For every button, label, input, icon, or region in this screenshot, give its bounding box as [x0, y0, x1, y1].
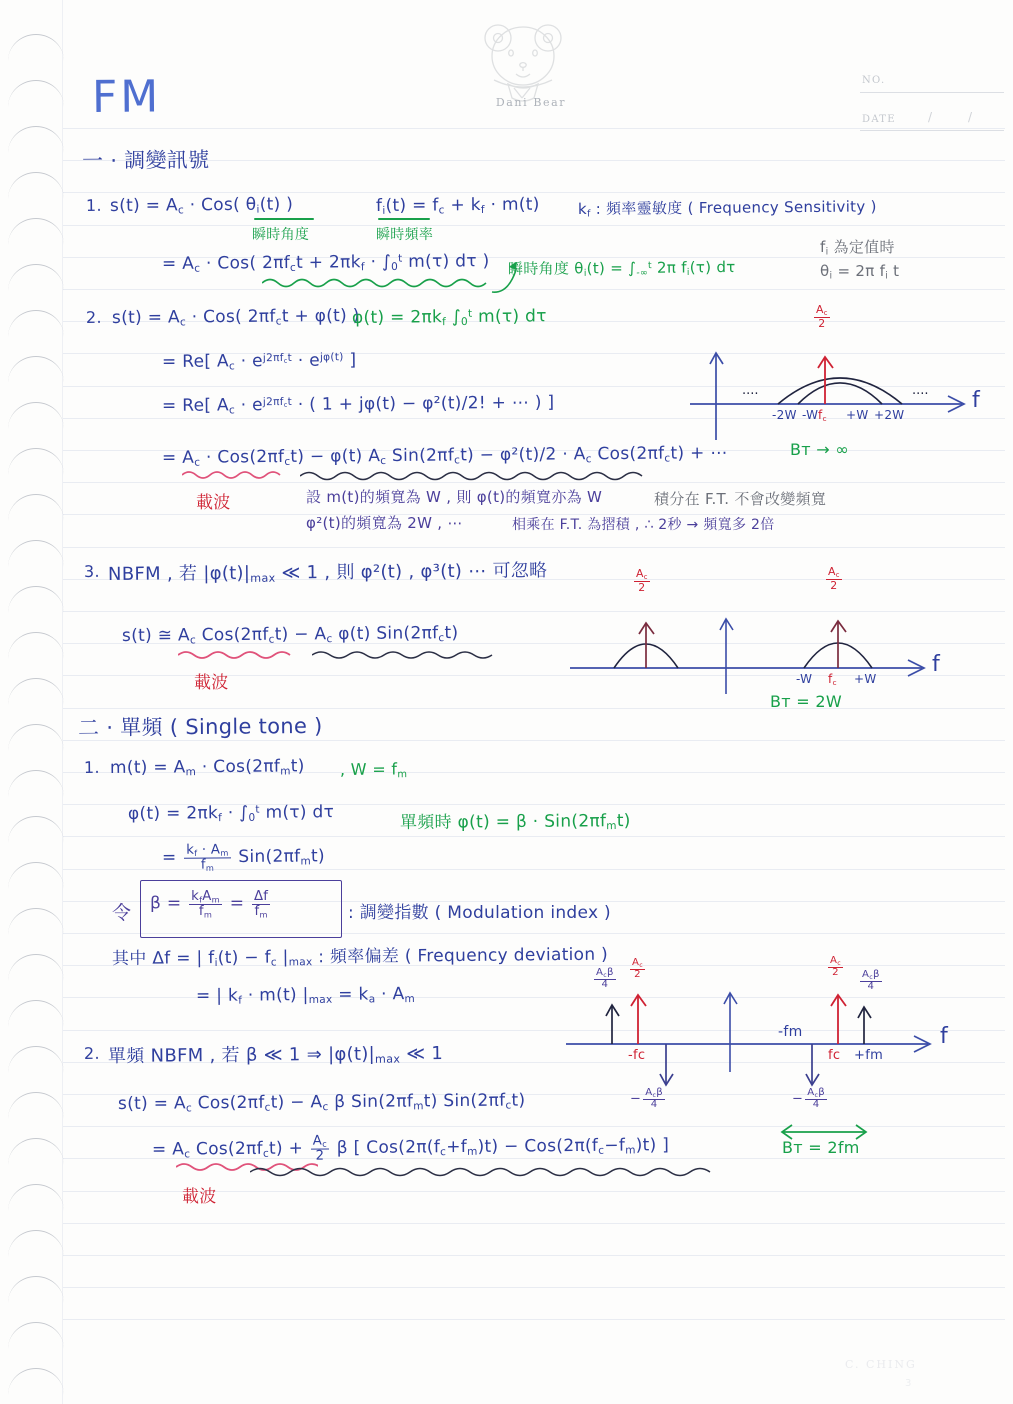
wbfm-axis-label: f [972, 388, 981, 413]
spiral-ring [8, 80, 64, 107]
item1-corner-note-2: $\theta_i = 2\pi$ $f_i$ t [820, 262, 900, 282]
spiral-ring [8, 402, 64, 429]
item3-heading: NBFM , 若 $|\varphi(t)|_{max}$ ≪ 1 , 則 φ²(t) , φ³(t) ⋯ 可忽略 [107, 560, 548, 585]
squiggle-underline-carrier [182, 470, 282, 482]
spiral-ring [8, 1092, 64, 1119]
squiggle-underline-sidebands [300, 470, 646, 484]
underline-fi [378, 218, 430, 220]
nbfm-axis-label: f [932, 652, 941, 677]
item1-label-instant-angle: 瞬時角度 [252, 227, 310, 243]
wbfm-tick-0: -2W [772, 408, 797, 422]
svg-text:····: ···· [742, 387, 759, 402]
item2-line1: $s(t) = A_c \cdot Cos$( $2\pi f_ct + \varphi(t)$ ) [111, 305, 360, 329]
spiral-ring [8, 264, 64, 291]
section1-heading: 一 · 調變訊號 [81, 147, 210, 173]
beta-definition: β = $\frac{k_fA_m}{f_m}$ = $\frac{\Delta f}{f_m}$ [150, 889, 269, 919]
tone-label-neg-acb4-right: − $\frac{A_c\beta}{4}$ [792, 1087, 825, 1111]
spiral-ring [8, 1230, 64, 1257]
item1-kf-note: $k_f$ : 頻率靈敏度 ( Frequency Sensitivity ) [577, 197, 877, 220]
item2-line2: = Re[ $A_c \cdot e^{j2\pi f_ct} \cdot e^{j\varphi(t)}$ ] [161, 350, 357, 373]
spiral-ring [8, 1184, 64, 1211]
rule-line [62, 192, 1005, 193]
nbfm-peak-label-left: $\frac{A_c}{2}$ [636, 567, 648, 594]
spiral-ring [8, 678, 64, 705]
spiral-ring [8, 1046, 64, 1073]
field-no-label: NO. [862, 75, 886, 86]
s2-item1-line3: = $\frac{k_f \cdot A_m}{f_m}$ $Sin(2\pi f_mt)$ [161, 842, 325, 873]
item2-line4: = $A_c \cdot Cos(2\pi f_ct) - \varphi(t)$ $A_c$ $Sin(2\pi f_ct) - \varphi^2(t)/2 \cdot A_c$ $Cos(2\pi f_ct)$ + ⋯ [161, 443, 728, 469]
nbfm-spectrum-diagram [570, 565, 970, 711]
squiggle-underline-sideband-4 [250, 1166, 712, 1180]
rule-line [62, 1287, 1005, 1288]
s2-item2-number: 2. [83, 1043, 100, 1063]
tone-tick-fc: fc [828, 1048, 841, 1063]
spiral-ring [8, 448, 64, 475]
spiral-ring [8, 908, 64, 935]
item2-line3: = Re[ $A_c \cdot e^{j2\pi f_ct}$ · ( 1 + jφ(t) − φ²(t)/2! + ⋯ ) ] [161, 392, 555, 417]
item1-fi-equation: $f_i(t) = f_c + k_f \cdot m(t)$ [375, 194, 540, 217]
item1-expanded-equation: = $A_c \cdot Cos$( $2\pi f_ct + 2\pi k_f \cdot \int_0^t$ m(τ) dτ ) [161, 251, 490, 275]
spiral-ring [8, 172, 64, 199]
wbfm-tick-2: $f_c$ [818, 408, 827, 424]
squiggle-underline-sideband-3 [312, 650, 502, 662]
item2-note-line1: 設 m(t)的頻寬為 W , 則 φ(t)的頻寬亦為 W [306, 488, 603, 506]
spiral-ring [8, 1322, 64, 1349]
spiral-ring [8, 1000, 64, 1027]
wbfm-bandwidth-note: Bᴛ → ∞ [790, 440, 850, 459]
beta-prefix: 令 [112, 902, 132, 924]
item2-note-line3: 相乘在 F.T. 為摺積 , ∴ 2秒 → 頻寬多 2倍 [512, 517, 775, 533]
s2-item1-number: 1. [83, 757, 100, 777]
tone-spectrum-diagram [566, 955, 976, 1166]
item2-phi-definition: $\varphi(t) = 2\pi k_f$ $\int_0^t$ m(τ) dτ [351, 306, 547, 329]
spiral-ring [8, 862, 64, 889]
spiral-ring [8, 770, 64, 797]
author-watermark: C. CHING [845, 1358, 917, 1371]
spiral-ring [8, 632, 64, 659]
rule-line [62, 1223, 1005, 1224]
tone-label-ac2-left: $\frac{A_c}{2}$ [632, 957, 643, 981]
s2-item1-W-equals-fm: , $W = f_m$ [339, 759, 408, 781]
nbfm-tick-2: +W [854, 672, 877, 686]
s2-item1-line2: $\varphi(t) = 2\pi k_f \cdot \int_0^t$ m(τ) dτ [127, 802, 335, 825]
svg-text:····: ···· [912, 387, 929, 402]
spiral-ring [8, 954, 64, 981]
rule-line [62, 836, 1005, 837]
wbfm-tick-3: +W [846, 408, 869, 422]
tone-tick-neg-fm: -fm [778, 1024, 803, 1040]
nbfm-tick-1: $f_c$ [828, 672, 837, 688]
spiral-ring [8, 310, 64, 337]
item3-equation: s(t) ≅ $A_c$ $Cos(2\pi f_ct) - A_c$ φ(t) $Sin(2\pi f_ct)$ [121, 623, 459, 647]
tone-bandwidth-note: Bᴛ = 2fm [782, 1138, 860, 1157]
tone-tick-neg-fc: -fc [628, 1048, 646, 1063]
wbfm-tick-1: -W [802, 408, 819, 422]
rule-line [62, 289, 1005, 290]
spiral-ring [8, 494, 64, 521]
squiggle-underline-green [262, 277, 502, 303]
tone-axis-label: f [940, 1024, 949, 1049]
tone-label-acb4-right: $\frac{A_c\beta}{4}$ [862, 969, 880, 993]
item1-main-equation: $s(t) = A_c \cdot Cos$( $\theta_i(t)$ ) [109, 194, 294, 217]
item3-number: 3. [83, 561, 100, 581]
date-slash-1: / [928, 110, 933, 124]
squiggle-underline-carrier-3 [178, 650, 300, 662]
wbfm-spectrum-diagram [690, 303, 1010, 472]
wbfm-tick-4: +2W [874, 408, 905, 422]
field-date-label: DATE [862, 114, 896, 125]
s2-item2-line1: $s(t) = A_c$ $Cos(2\pi f_ct) - A_c$ β $Sin(2\pi f_mt)$ $Sin(2\pi f_ct)$ [117, 1090, 526, 1115]
rule-line [62, 1255, 1005, 1256]
rule-line [62, 547, 1005, 548]
s2-item2-heading: 單頻 NBFM , 若 β ≪ 1 ⇒ $|\varphi(t)|_{max}$ ≪ 1 [107, 1043, 444, 1067]
item1-number: 1. [85, 195, 102, 215]
spiral-ring [8, 34, 64, 61]
page-number: 3 [905, 1378, 912, 1389]
nbfm-bandwidth-note: Bᴛ = 2W [770, 692, 842, 711]
spiral-ring [8, 540, 64, 567]
delta-f-line2: = | $k_f \cdot m(t) |_{max} = k_a \cdot A_m$ [195, 984, 416, 1007]
dani-bear-logo-icon [478, 18, 568, 106]
spiral-ring [8, 126, 64, 153]
beta-label: : 調變指數 ( Modulation index ) [348, 903, 611, 923]
tone-label-ac2-right: $\frac{A_c}{2}$ [830, 955, 841, 979]
spiral-ring [8, 586, 64, 613]
tone-label-neg-acb4-left: − $\frac{A_c\beta}{4}$ [630, 1087, 663, 1111]
item2-note-line2: φ²(t)的頻寬為 2W , ⋯ [306, 514, 463, 532]
underline-theta [254, 218, 314, 220]
item2-number: 2. [85, 307, 102, 327]
wbfm-peak-label: $\frac{A_c}{2}$ [816, 303, 828, 330]
item1-corner-note-1: $f_i$ 為定值時 [820, 238, 895, 258]
nbfm-tick-0: -W [796, 672, 813, 686]
item3-carrier-label: 載波 [194, 673, 229, 693]
s2-item1-green-note: 單頻時 $\varphi(t) = \beta \cdot Sin(2\pi f_mt)$ [399, 810, 631, 833]
field-date-line [860, 130, 1004, 131]
item2-carrier-label: 載波 [196, 493, 231, 513]
item2-grey-note: 積分在 F.T. 不會改變頻寬 [654, 490, 827, 508]
section2-heading: 二 · 單頻 ( Single tone ) [77, 713, 323, 740]
spiral-ring [8, 816, 64, 843]
field-no-line [860, 92, 1004, 93]
s2-item1-line1: $m(t) = A_m \cdot Cos(2\pi f_mt)$ [109, 756, 305, 779]
brand-label: Dani Bear [495, 96, 567, 109]
rule-line [62, 1319, 1005, 1320]
delta-f-line: 其中 Δf = | $f_i(t) - f_c$ $|_{max}$ : 頻率偏差 ( Frequency deviation ) [111, 944, 609, 970]
spiral-ring [8, 724, 64, 751]
spiral-ring [8, 1368, 64, 1395]
spiral-ring [8, 356, 64, 383]
page-title: FM [91, 71, 162, 123]
item1-green-note: 瞬時角度 $\theta_i(t) = \int_{-\infty}^t$ 2π $f_i(\tau)$ dτ [507, 258, 736, 279]
s2-item2-carrier-label: 載波 [182, 1187, 217, 1207]
item1-label-instant-freq: 瞬時頻率 [376, 227, 434, 243]
rule-line [62, 128, 1005, 129]
spiral-ring [8, 218, 64, 245]
nbfm-peak-label-right: $\frac{A_c}{2}$ [828, 565, 840, 592]
s2-item2-line2: = $A_c$ $Cos(2\pi f_ct)$ + $\frac{A_c}{2}$ β [ $Cos(2\pi(f_c+f_m)t) - Cos(2\pi(f_c-f_m)t)$ ] [151, 1133, 670, 1164]
spiral-ring [8, 1138, 64, 1165]
tone-label-acb4-left: $\frac{A_c\beta}{4}$ [596, 967, 614, 991]
spiral-ring [8, 1276, 64, 1303]
date-slash-2: / [968, 110, 973, 124]
rule-line [62, 225, 1005, 226]
tone-tick-plus-fm: +fm [854, 1048, 884, 1063]
